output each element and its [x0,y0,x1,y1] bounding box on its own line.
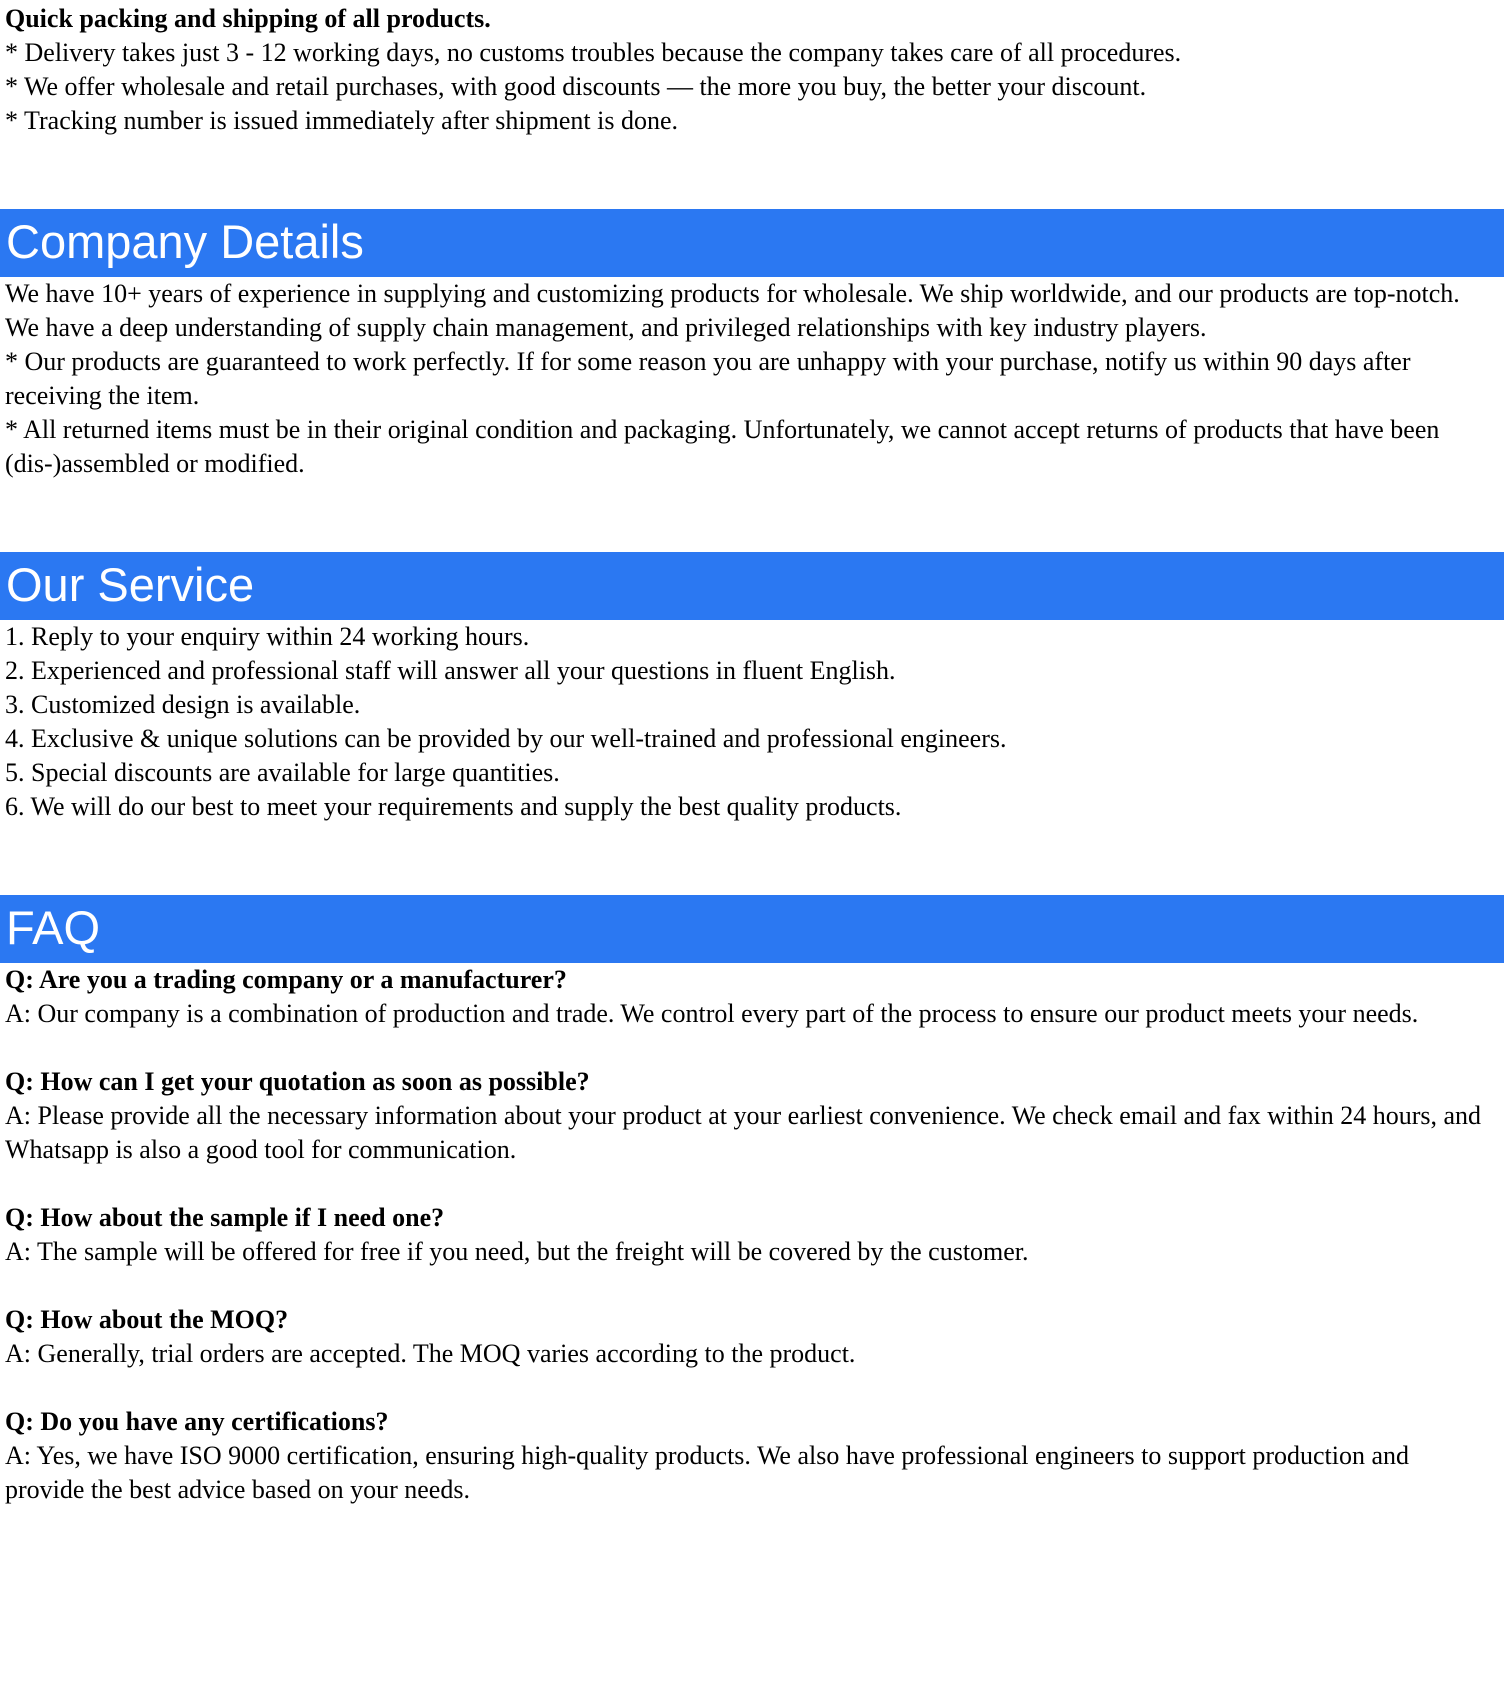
faq-item-2 [0,1065,1504,1167]
company-details-section [0,277,1504,481]
shipping-intro-heading: Quick packing and shipping of all products. [5,4,491,33]
faq-question-4: Q: How about the MOQ? [5,1305,289,1334]
shipping-intro-line-1: * Delivery takes just 3 - 12 working days, no customs troubles because the company takes care of all procedures. [5,38,1182,67]
faq-answer-4: A: Generally, trial orders are accepted. The MOQ varies according to the product. [5,1339,856,1368]
faq-item-1 [0,963,1504,1031]
service-item-5: 5. Special discounts are available for large quantities. [5,758,560,787]
company-paragraph-1: We have 10+ years of experience in supplying and customizing products for wholesale. We ship worldwide, and our products are top-notch. We have a deep understanding of supply chain management, and privileged relationships with key industry players. [5,279,1460,342]
faq-item-3 [0,1201,1504,1269]
faq-question-2: Q: How can I get your quotation as soon as possible? [5,1067,590,1096]
faq-question-1: Q: Are you a trading company or a manufacturer? [5,965,567,994]
faq-item-4 [0,1303,1504,1371]
faq-answer-1: A: Our company is a combination of production and trade. We control every part of the process to ensure our product meets your needs. [5,999,1419,1028]
service-item-6: 6. We will do our best to meet your requirements and supply the best quality products. [5,792,902,821]
company-paragraph-3: * All returned items must be in their original condition and packaging. Unfortunately, we cannot accept returns of products that have been (dis-)assembled or modified. [5,415,1440,478]
service-item-3: 3. Customized design is available. [5,690,361,719]
shipping-intro-section [0,2,1504,138]
faq-answer-3: A: The sample will be offered for free if you need, but the freight will be covered by the customer. [5,1237,1029,1266]
company-details-banner: Company Details [0,209,1504,277]
faq-section [0,963,1504,1507]
service-item-1: 1. Reply to your enquiry within 24 working hours. [5,622,530,651]
faq-answer-5: A: Yes, we have ISO 9000 certification, ensuring high-quality products. We also have professional engineers to support production and provide the best advice based on your needs. [5,1441,1410,1504]
faq-banner: FAQ [0,895,1504,963]
faq-item-5 [0,1405,1504,1507]
faq-answer-2: A: Please provide all the necessary information about your product at your earliest convenience. We check email and fax within 24 hours, and Whatsapp is also a good tool for communication. [5,1101,1482,1164]
company-paragraph-2: * Our products are guaranteed to work perfectly. If for some reason you are unhappy with your purchase, notify us within 90 days after receiving the item. [5,347,1411,410]
our-service-banner: Our Service [0,552,1504,620]
faq-question-3: Q: How about the sample if I need one? [5,1203,445,1232]
faq-question-5: Q: Do you have any certifications? [5,1407,389,1436]
shipping-intro-line-2: * We offer wholesale and retail purchases, with good discounts — the more you buy, the better your discount. [5,72,1147,101]
service-item-2: 2. Experienced and professional staff will answer all your questions in fluent English. [5,656,896,685]
service-item-4: 4. Exclusive & unique solutions can be provided by our well-trained and professional engineers. [5,724,1007,753]
shipping-intro-line-3: * Tracking number is issued immediately after shipment is done. [5,106,679,135]
our-service-section [0,620,1504,824]
